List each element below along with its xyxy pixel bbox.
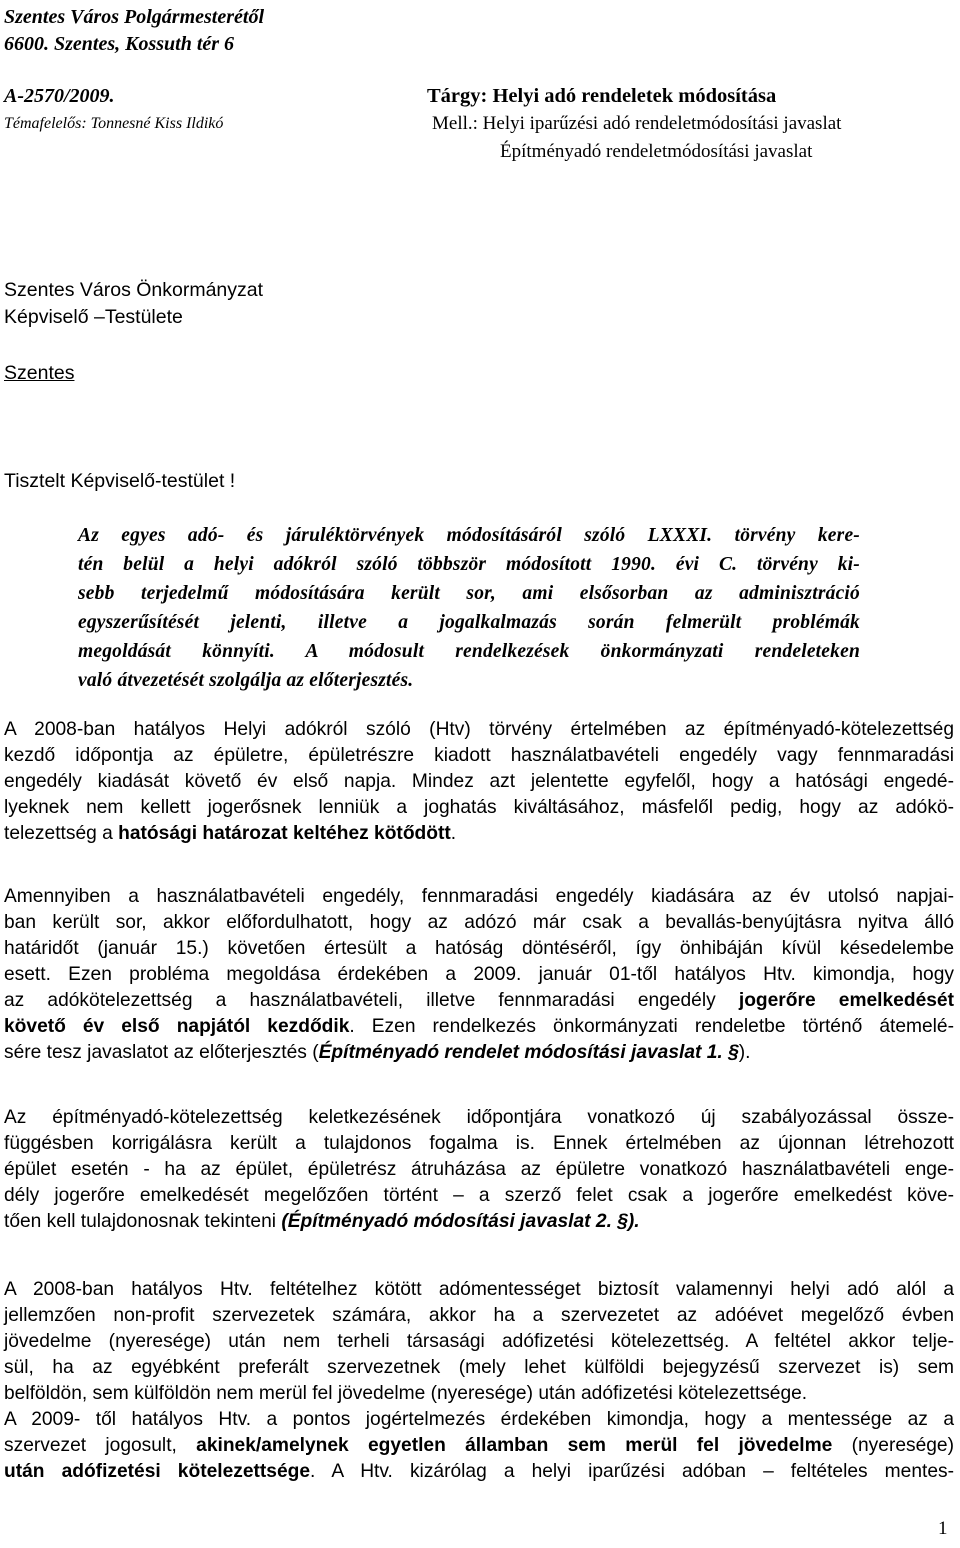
officer-line: Témafelelős: Tonnesné Kiss Ildikó	[4, 115, 224, 132]
text-line	[4, 1041, 954, 1065]
text-line: jellemzően non-profit szervezetek számára, akkor ha a szervezetet az adóévet megelőző évben	[4, 1305, 954, 1326]
text-line: kezdő időpontja az épületre, épületrészre kiadott használatbavételi engedély vagy fennmaradási	[4, 745, 954, 766]
text-line: sül, ha az egyébként preferált szervezetnek (mely lehet külföldi bejegyzésű szervezet is) sem	[4, 1357, 954, 1378]
text-run: telezettség a	[4, 823, 119, 844]
salutation: Tisztelt Képviselő-testület !	[4, 470, 236, 492]
intro-line: egyszerűsítését jelenti, illetve a jogalkalmazás során felmerült problémák	[78, 612, 860, 633]
text-line: épület esetén - ha az épület, épületrész átruházása az épületre vonatkozó használatbavételi enge-	[4, 1159, 954, 1180]
text-line	[4, 1460, 954, 1484]
emphasis-bold-italic: (Építményadó módosítási javaslat 2. §).	[281, 1211, 640, 1232]
emphasis-bold: követő év első napjától kezdődik	[4, 1016, 350, 1037]
subject-line: Tárgy: Helyi adó rendeletek módosítása	[427, 85, 777, 107]
text-line: határidőt (január 15.) követően értesült a hatóság döntéséről, így önhibáján kívül késedelembe	[4, 938, 954, 959]
text-line	[4, 989, 954, 1013]
intro-line: sebb terjedelmű módosítására került sor, ami elsősorban az adminisztráció	[78, 583, 860, 604]
text-line: Amennyiben a használatbavételi engedély, fennmaradási engedély kiadására az év utolsó napjai-	[4, 886, 954, 907]
page-number: 1	[938, 1518, 948, 1539]
text-line: esett. Ezen probléma megoldása érdekében a 2009. január 01-től hatályos Htv. kimondja, hogy	[4, 964, 954, 985]
text-line: belföldön, sem külföldön nem merül fel jövedelme (nyeresége) után adófizetési kötelezettsége.	[4, 1383, 808, 1404]
addressee-line-2: Képviselő –Testülete	[4, 306, 183, 328]
text-line: A 2008-ban hatályos Helyi adókról szóló (Htv) törvény értelmében az építményadó-kötelezettség	[4, 719, 954, 740]
text-line	[4, 1210, 954, 1234]
text-line: függésben korrigálásra került a tulajdonos fogalma is. Ennek értelmében az újonnan létrehozott	[4, 1133, 954, 1154]
intro-line: megoldását könnyíti. A módosult rendelkezések önkormányzati rendeleteken	[78, 641, 860, 662]
attachment-item-1: Helyi iparűzési adó rendeletmódosítási javaslat	[477, 113, 842, 134]
text-run: sére tesz javaslatot az előterjesztés (	[4, 1042, 319, 1063]
text-line: lyeknek nem kellett jogerősnek lenniük a joghatás kiváltásához, másfelől pedig, hogy az adókö-	[4, 797, 954, 818]
text-run: . A Htv. kizárólag a helyi iparűzési adóban – feltételes mentes-	[310, 1461, 954, 1482]
intro-line: tén belül a helyi adókról szóló többször módosított 1990. évi C. törvény ki-	[78, 554, 860, 575]
text-line: engedély kiadását követő év első napja. Mindez azt jelentette egyfelől, hogy a hatósági engedé-	[4, 771, 954, 792]
intro-line: való átvezetését szolgálja az előterjesztés.	[78, 670, 414, 691]
attachment-line-2: Építményadó rendeletmódosítási javaslat	[500, 141, 813, 162]
addressee-line-1: Szentes Város Önkormányzat	[4, 279, 264, 301]
emphasis-bold: akinek/amelynek egyetlen államban sem merül fel jövedelme	[196, 1435, 833, 1456]
attachment-prefix: Mell.:	[432, 113, 478, 134]
text-run: ).	[738, 1042, 751, 1063]
addressee-city: Szentes	[4, 362, 75, 384]
text-line	[4, 822, 954, 846]
text-line: dély jogerőre emelkedését megelőzően történt – a szerző felet csak a jogerőre emelkedést köve-	[4, 1185, 954, 1206]
emphasis-bold-italic: Építményadó rendelet módosítási javaslat 1. §	[318, 1042, 739, 1063]
text-line: Az építményadó-kötelezettség keletkezésének időpontjára vonatkozó új szabályozással össze-	[4, 1107, 954, 1128]
text-line	[4, 1015, 954, 1039]
intro-paragraph	[78, 525, 860, 695]
sender-org-name: Szentes Város Polgármesterétől	[4, 6, 265, 28]
text-line: jövedelme (nyeresége) után nem terheli társasági adófizetési kötelezettség. A feltétel akkor telje-	[4, 1331, 954, 1352]
text-run: .	[450, 823, 457, 844]
text-line: ban került sor, akkor előfordulhatott, hogy az adózó már csak a bevallás-benyújtásra nyitva álló	[4, 912, 954, 933]
emphasis-bold: után adófizetési kötelezettsége	[4, 1461, 311, 1482]
text-run: szervezet jogosult,	[4, 1435, 197, 1456]
text-line	[4, 1434, 954, 1458]
text-run: tően kell tulajdonosnak tekinteni	[4, 1211, 282, 1232]
emphasis-bold: hatósági határozat keltéhez kötődött	[118, 823, 451, 844]
text-run: az adókötelezettség a használatbavételi, illetve fennmaradási engedély	[4, 990, 739, 1011]
text-line: A 2009- től hatályos Htv. a pontos jogértelmezés érdekében kimondja, hogy a mentessége az a	[4, 1409, 954, 1430]
attachment-line-1	[432, 113, 841, 135]
reference-number: A-2570/2009.	[4, 85, 115, 107]
emphasis-bold: jogerőre emelkedését	[738, 990, 954, 1011]
text-run: . Ezen rendelkezés önkormányzati rendeletbe történő átemelé-	[349, 1016, 954, 1037]
text-line: A 2008-ban hatályos Htv. feltételhez kötött adómentességet biztosít valamennyi helyi adó alól a	[4, 1279, 954, 1300]
intro-line: Az egyes adó- és járuléktörvények módosításáról szóló LXXXI. törvény kere-	[78, 525, 860, 546]
sender-address: 6600. Szentes, Kossuth tér 6	[4, 33, 235, 55]
text-run: (nyeresége)	[832, 1435, 954, 1456]
